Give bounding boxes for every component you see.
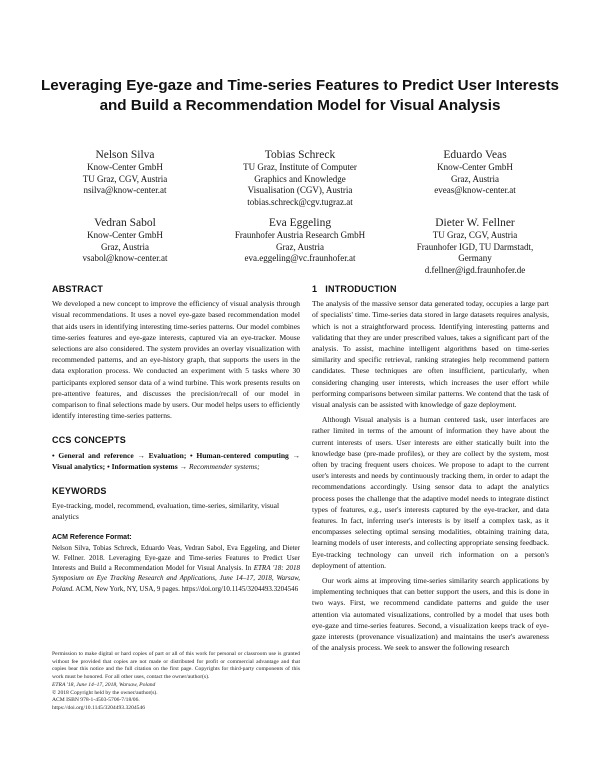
author-block	[50, 216, 200, 265]
ccs-item: • Information systems →	[107, 461, 188, 471]
isbn-line: ACM ISBN 978-1-4503-5706-7/18/06.	[52, 697, 140, 704]
author-name: Eva Eggeling	[268, 217, 332, 229]
author-affiliation: Know-Center GmbH	[87, 230, 163, 240]
ccs-item-rest: Recommender systems;	[188, 461, 260, 471]
intro-paragraph: Our work aims at improving time-series similarity search applications by implementing techniques that can better support the users, and this is done in two ways. First, we recommend candidate patterns and guide the user attention via automated visualizations, controlled by a model that uses both eye-gaze and time-series features. Second, a visualization keeps track of eye-gaze interests (provenance visualization) and maintains the user's awareness of the analysis process. We seek to answer the following research	[312, 576, 549, 653]
author-block	[400, 148, 550, 197]
left-column	[52, 284, 300, 594]
ccs-item: • Human-centered computing → Visual analytics;	[52, 450, 301, 471]
author-email: nsilva@know-center.at	[83, 185, 167, 195]
keywords-heading: KEYWORDS	[52, 486, 107, 497]
author-affiliation: TU Graz, CGV, Austria	[82, 173, 168, 184]
author-affiliation: Graz, Austria	[451, 173, 499, 184]
author-email: tobias.schreck@cgv.tugraz.at	[247, 196, 353, 207]
author-email: d.fellner@igd.fraunhofer.de	[424, 264, 526, 275]
acm-reference	[52, 533, 300, 594]
author-block	[50, 148, 200, 197]
ccs-item: • General and reference → Evaluation;	[52, 450, 187, 460]
author-affiliation: TU Graz, Institute of Computer	[243, 162, 357, 172]
author-affiliation: Fraunhofer IGD, TU Darmstadt,	[416, 241, 534, 252]
author-email: vsabol@know-center.at	[82, 253, 168, 263]
author-affiliation: Graz, Austria	[276, 241, 324, 252]
paper-title: Leveraging Eye-gaze and Time-series Features to Predict User Interests and Build a Recommendation Model for Visual Analysis	[41, 77, 559, 114]
author-affiliation: Fraunhofer Austria Research GmbH	[234, 230, 366, 240]
doi-line: https://doi.org/10.1145/3204493.3204546	[52, 704, 146, 711]
author-affiliation: Graphics and Knowledge	[254, 173, 346, 184]
abstract-text: We developed a new concept to improve the efficiency of visual analysis through visual recommendations. It uses a novel eye-gaze based recommendation model that aids users in identifying interesting time-series patterns. Our model combines time-series features and eye-gaze interests, captured via an eye-tracker. Mouse selections are also considered. The system provides an overlay visualization with recommended patterns, and an eye-history graph, that supports the users in the data exploration process. We conducted an experiment with 5 tasks where 30 participants explored sensor data of a wind turbine. This work presents results on pre-attentive features, and discusses the precision/recall of our model in comparison to final selections made by users. Our model helps users to efficiently identify interesting time-series patterns.	[52, 299, 300, 421]
acm-reference-tail: ACM, New York, NY, USA, 9 pages. https://doi.org/10.1145/3204493.3204546	[75, 584, 299, 593]
permission-text: Permission to make digital or hard copies of part or all of this work for personal or classroom use is granted without fee provided that copies are not made or distributed for profit or commercial advantage and that copies bear this notice and the full citation on the first page. Copyrights for third-party components of this work must be honored. For all other uses, contact the owner/author(s).	[52, 651, 300, 681]
introduction-heading: 1 INTRODUCTION	[312, 284, 397, 294]
author-affiliation: TU Graz, CGV, Austria	[432, 230, 518, 240]
permission-venue: ETRA '18, June 14–17, 2018, Warsaw, Poland	[52, 681, 156, 688]
author-name: Eduardo Veas	[443, 149, 507, 161]
ccs-heading: CCS CONCEPTS	[52, 435, 126, 446]
author-affiliation: Visualisation (CGV), Austria	[247, 185, 353, 195]
author-name: Tobias Schreck	[264, 149, 336, 161]
author-affiliation: Graz, Austria	[101, 241, 149, 252]
author-email: eveas@know-center.at	[434, 185, 516, 195]
author-affiliation: Germany	[458, 253, 492, 263]
author-block	[218, 148, 382, 208]
intro-paragraph: Although Visual analysis is a human centered task, user interfaces are rather limited in terms of the amount of information they have about the current interests of users. User interests are either statically built into the knowledge base (pre-made profiles), or they are collect by the system, most often by tracing frequent users choices. We propose to adapt to the current user's interests and needs by continuously tracking them, in order to adapt the recommendations accordingly. Using sensor data to adapt the analytics process poses the challenge that the adaptive model needs to integrate distinct types of features, e.g., user's interests captured by the eye-tracker, and data features. In fact, inferring user's interests is by itself a complex task, as it encompasses selecting optimal sensing modalities, obtaining training data, learning models of user interests, and collecting appropriate sensing feedback. Eye-tracking technology can unveil rich information on a person's deployment of attention.	[312, 415, 549, 570]
author-name: Vedran Sabol	[94, 217, 156, 229]
copyright-line: © 2018 Copyright held by the owner/author(s).	[52, 689, 158, 696]
author-name: Dieter W. Fellner	[435, 217, 515, 229]
author-name: Nelson Silva	[95, 149, 155, 161]
author-affiliation: Know-Center GmbH	[87, 162, 163, 172]
acm-reference-label: ACM Reference Format:	[52, 533, 132, 541]
abstract-heading: ABSTRACT	[52, 284, 104, 294]
author-block	[396, 216, 554, 276]
author-block	[210, 216, 390, 265]
keywords-text: Eye-tracking, model, recommend, evaluation, time-series, similarity, visual analytics	[52, 501, 280, 522]
permission-block	[52, 651, 300, 713]
author-affiliation: Know-Center GmbH	[437, 162, 513, 172]
ccs-concepts	[52, 450, 300, 472]
intro-paragraph: The analysis of the massive sensor data generated today, occupies a large part of specialists' time. Time-series data stored in large datasets requires analysis, which is not a straightforward process. Identifying interesting patterns and validating that they are under prescribed values, takes a significant part of the analysis. To assist, machine intelligent algorithms based on time-series similarity and specific retrieval, ranking strategies help recommend pattern candidates. These techniques are often insufficient, particularly, when considering changing user interests, which increases the user effort while performing comparisons between similar patterns. We contend that the task of visual analysis can be assisted with knowledge of gaze deployment.	[312, 299, 549, 410]
acm-reference-citation: Nelson Silva, Tobias Schreck, Eduardo Veas, Vedran Sabol, Eva Eggeling, and Dieter W. Fellner. 2018. Leveraging Eye-gaze and Time-series Features to Predict User Interests and Build a Recommendation Model for Visual Analysis. In	[52, 543, 300, 573]
right-column	[312, 284, 549, 654]
acm-reference-venue: ETRA '18: 2018 Symposium on Eye Tracking Research and Applications, June 14–17, 2018, Warsaw, Poland.	[52, 564, 300, 593]
author-email: eva.eggeling@vc.fraunhofer.at	[244, 253, 356, 263]
